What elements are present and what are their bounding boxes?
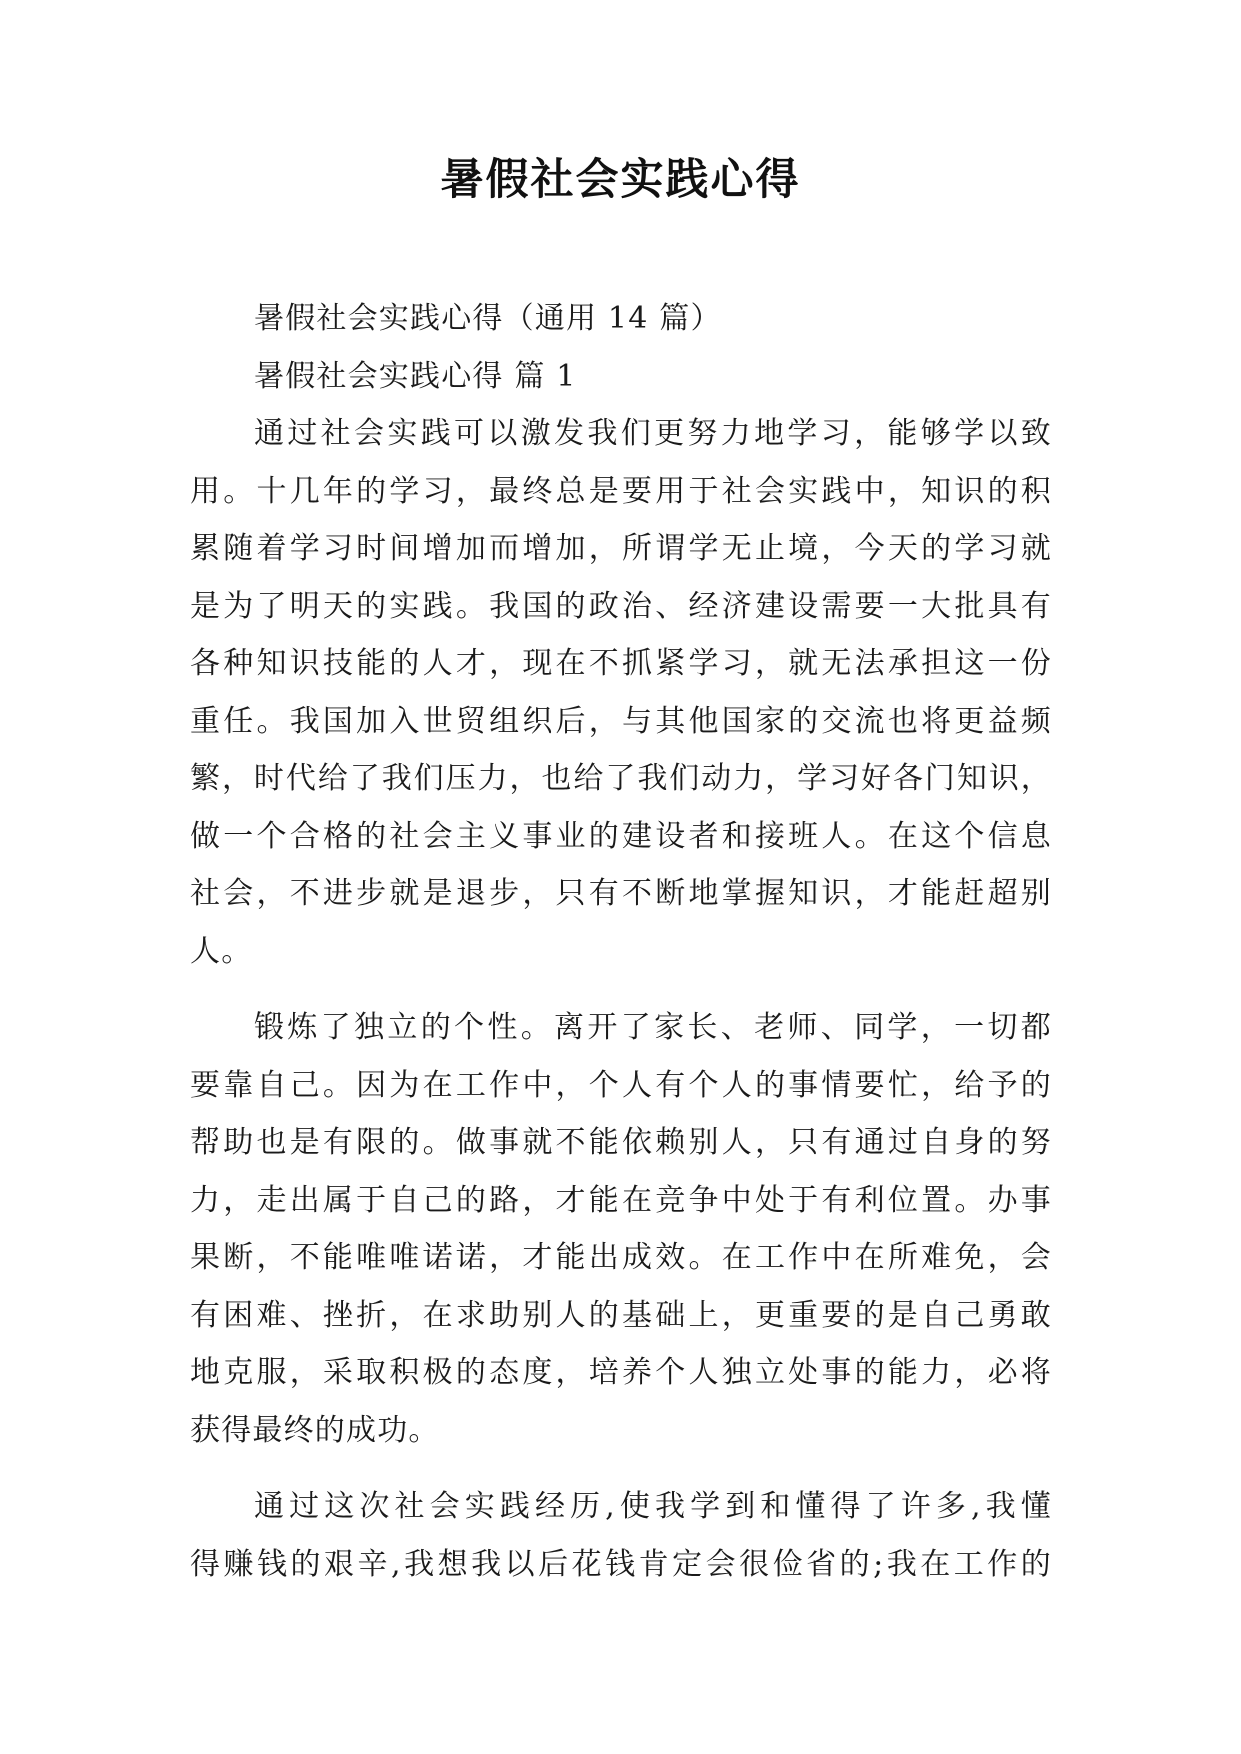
paragraph-line: 锻炼了独立的个性。离开了家长、老师、同学，一切都 bbox=[254, 1010, 1052, 1045]
paragraph-line: 得赚钱的艰辛,我想我以后花钱肯定会很俭省的;我在工作的 bbox=[190, 1546, 1052, 1582]
paragraph-line: 用。十几年的学习，最终总是要用于社会实践中，知识的积 bbox=[190, 473, 1052, 509]
paragraph-line: 力，走出属于自己的路，才能在竞争中处于有利位置。办事 bbox=[190, 1182, 1052, 1218]
paragraph-line: 通过这次社会实践经历,使我学到和懂得了许多,我懂 bbox=[254, 1489, 1052, 1524]
paragraph-line: 有困难、挫折，在求助别人的基础上，更重要的是自己勇敢 bbox=[190, 1297, 1052, 1333]
document-subtitle: 暑假社会实践心得（通用 14 篇） bbox=[254, 301, 722, 336]
paragraph-line: 人。 bbox=[190, 933, 253, 969]
paragraph-line: 做一个合格的社会主义事业的建设者和接班人。在这个信息 bbox=[190, 818, 1052, 854]
paragraph-line: 各种知识技能的人才，现在不抓紧学习，就无法承担这一份 bbox=[190, 646, 1052, 681]
paragraph-line: 社会，不进步就是退步，只有不断地掌握知识，才能赶超别 bbox=[190, 876, 1052, 911]
paragraph-gap bbox=[190, 1459, 1052, 1478]
paragraph-line: 获得最终的成功。 bbox=[190, 1412, 440, 1448]
paragraph-line: 要靠自己。因为在工作中，个人有个人的事情要忙，给予的 bbox=[190, 1067, 1052, 1103]
document-body bbox=[190, 290, 1052, 1593]
paragraph bbox=[190, 1478, 1052, 1593]
paragraph-line: 通过社会实践可以激发我们更努力地学习，能够学以致 bbox=[254, 416, 1052, 451]
paragraph-line: 帮助也是有限的。做事就不能依赖别人，只有通过自身的努 bbox=[190, 1125, 1052, 1160]
paragraph-gap bbox=[190, 980, 1052, 999]
section-heading: 暑假社会实践心得 篇 1 bbox=[254, 358, 577, 394]
paragraph-line: 重任。我国加入世贸组织后，与其他国家的交流也将更益频 bbox=[190, 703, 1052, 739]
paragraph bbox=[190, 405, 1052, 980]
document-title: 暑假社会实践心得 bbox=[440, 155, 801, 205]
paragraph-line: 繁，时代给了我们压力，也给了我们动力，学习好各门知识， bbox=[190, 761, 1052, 796]
paragraph-line: 果断，不能唯唯诺诺，才能出成效。在工作中在所难免，会 bbox=[190, 1240, 1052, 1275]
paragraph-line: 地克服，采取积极的态度，培养个人独立处事的能力，必将 bbox=[190, 1355, 1052, 1390]
paragraph-line: 是为了明天的实践。我国的政治、经济建设需要一大批具有 bbox=[190, 588, 1052, 624]
paragraph-line: 累随着学习时间增加而增加，所谓学无止境，今天的学习就 bbox=[190, 531, 1052, 566]
paragraph bbox=[190, 999, 1052, 1459]
